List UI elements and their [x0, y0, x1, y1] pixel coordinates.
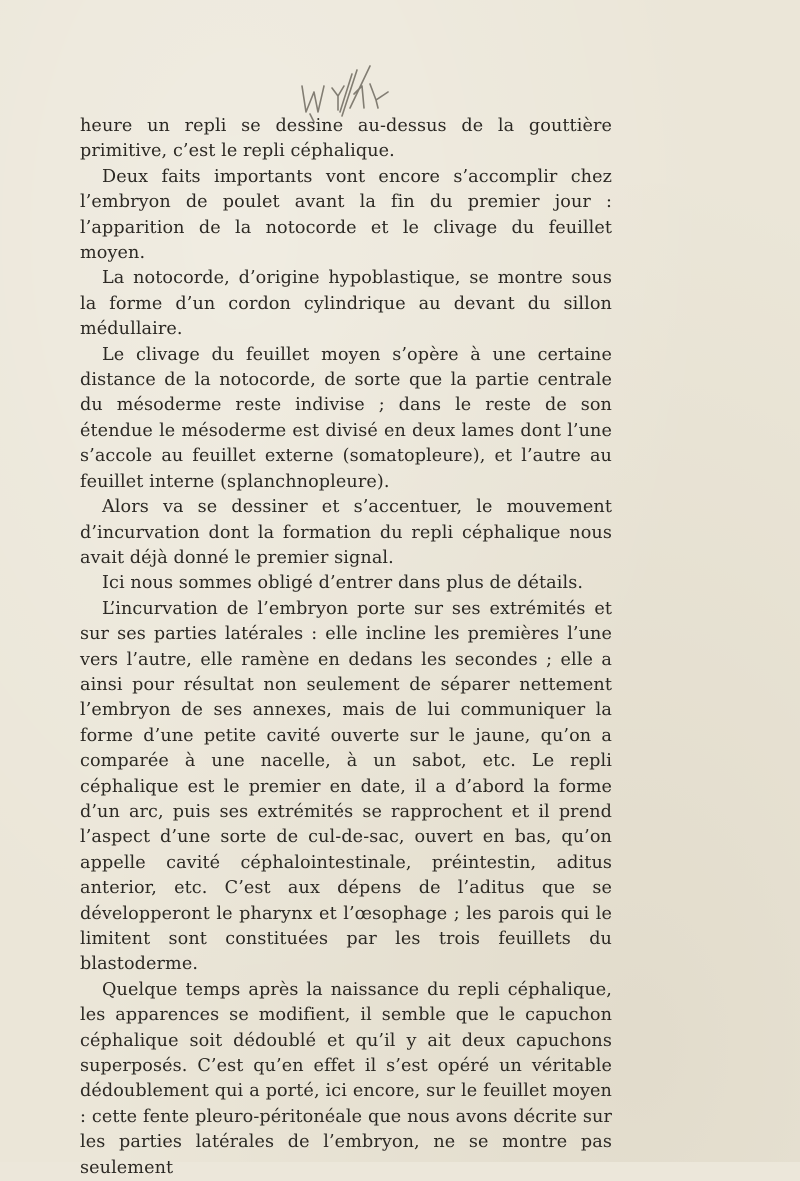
paragraph-5: Alors va se dessiner et s’accentuer, le mouvement d’incurvation dont la formation du repli céphalique nous avait déjà donné le premier signal.	[80, 497, 612, 568]
paragraph-1: heure un repli se dessine au-dessus de la gouttière primitive, c’est le repli céphalique.	[80, 116, 612, 162]
paragraph-6: Ici nous sommes obligé d’entrer dans plus de détails.	[102, 573, 584, 594]
paragraph-7: L’incurvation de l’embryon porte sur ses extrémités et sur ses parties latérales : elle incline les premières l’une vers l’autre, elle ramène en dedans les secondes ; elle a ainsi pour résultat non seulement de séparer nettement l’embryon de ses annexes, mais de lui communiquer la forme d’une petite cavité ouverte sur le jaune, qu’on a comparée à une nacelle, à un sabot, etc. Le repli céphalique est le premier en date, il a d’abord la forme d’un arc, puis ses extrémités se rapprochent et il prend l’aspect d’une sorte de cul-de-sac, ouvert en bas, qu’on appelle cavité céphalointestinale, préintestin, aditus anterior, etc. C’est aux dépens de l’aditus que se développeront le pharynx et l’œsophage ; les parois qui le limitent sont constituées par les trois feuillets du blastoderme.	[80, 598, 612, 975]
paragraph-3: La notocorde, d’origine hypoblastique, se montre sous la forme d’un cordon cylindrique au devant du sillon médullaire.	[80, 268, 612, 340]
body-text	[80, 114, 612, 1181]
paragraph-2: Deux faits importants vont encore s’accomplir chez l’embryon de poulet avant la fin du premier jour : l’apparition de la notocorde et le clivage du feuillet moyen.	[80, 166, 612, 264]
paragraph-8: Quelque temps après la naissance du repli céphalique, les apparences se modifient, il semble que le capuchon céphalique soit dédoublé et qu’il y ait deux capuchons superposés. C’est qu’en effet il s’est opéré un véritable dédoublement qui a porté, ici encore, sur le feuillet moyen : cette fente pleuro-péritonéale que nous avons décrite sur les parties latérales de l’embryon, ne se montre pas seulement	[80, 979, 612, 1178]
paragraph-4: Le clivage du feuillet moyen s’opère à une certaine distance de la notocorde, de sorte que la partie centrale du mésoderme reste indivise ; dans le reste de son étendue le mésoderme est divisé en deux lames dont l’une s’accole au feuillet externe (somatopleure), et l’autre au feuillet interne (splanchnopleure).	[80, 344, 612, 492]
